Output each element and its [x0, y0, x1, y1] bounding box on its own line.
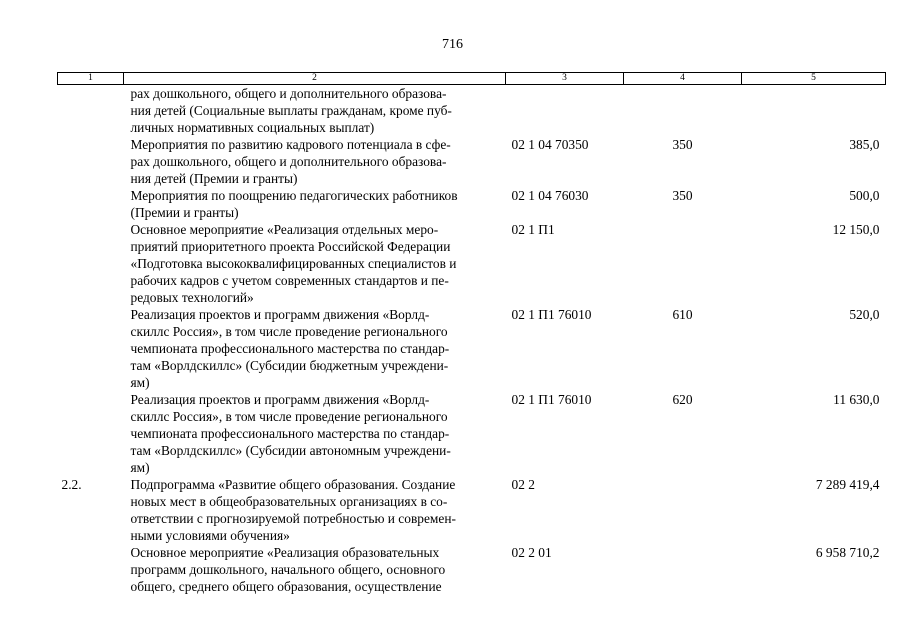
row-expense-type: 350 [672, 188, 693, 203]
row-amount: 12 150,0 [832, 222, 880, 237]
header-row [58, 73, 886, 85]
column-header-4: 4 [624, 73, 742, 85]
row-target-code [506, 85, 624, 137]
row-target-code: 02 2 01 [511, 545, 552, 560]
row-number [58, 221, 124, 306]
row-expense-type: 350 [672, 137, 693, 152]
row-number [58, 136, 124, 187]
row-expense-type [624, 544, 742, 595]
column-header-1: 1 [58, 73, 124, 85]
row-number: 2.2. [61, 477, 82, 492]
row-expense-type [624, 85, 742, 137]
column-header-5: 5 [742, 73, 886, 85]
table-body [58, 85, 886, 596]
table-row [58, 221, 886, 306]
column-header-3: 3 [506, 73, 624, 85]
row-amount: 11 630,0 [833, 392, 880, 407]
column-header-2: 2 [124, 73, 506, 85]
table-header [58, 73, 886, 85]
budget-table [57, 72, 886, 595]
row-description: Мероприятия по поощрению педагогических работников (Премии и гранты) [130, 188, 458, 220]
row-amount: 500,0 [849, 188, 880, 203]
row-target-code: 02 1 04 70350 [511, 137, 589, 152]
row-expense-type: 620 [672, 392, 693, 407]
row-description: Основное мероприятие «Реализация образовательных программ дошкольного, начального общего, основного общего, среднего общего образования, осуществление [130, 545, 446, 594]
row-description: Основное мероприятие «Реализация отдельных меро- приятий приоритетного проекта Российской Федерации «Подготовка высококвалифицированных специалистов и рабочих кадров с учетом современных стандартов и пе- редовых технологий» [130, 222, 457, 305]
table-row [58, 187, 886, 221]
row-expense-type: 610 [672, 307, 693, 322]
row-expense-type [624, 221, 742, 306]
row-number [58, 85, 124, 137]
table-row [58, 85, 886, 137]
row-expense-type [624, 476, 742, 544]
row-target-code: 02 2 [511, 477, 535, 492]
row-amount: 6 958 710,2 [815, 545, 880, 560]
row-number [58, 391, 124, 476]
row-amount: 7 289 419,4 [815, 477, 880, 492]
row-target-code: 02 1 П1 [511, 222, 555, 237]
row-amount: 520,0 [849, 307, 880, 322]
row-description: Реализация проектов и программ движения «Ворлд- скиллс Россия», в том числе проведение регионального чемпионата профессионального мастерства по стандар- там «Ворлдскиллс» (Субсидии автономным учреждени- ям) [130, 392, 451, 475]
row-amount: 385,0 [849, 137, 880, 152]
page-number: 716 [442, 37, 463, 52]
table-row [58, 391, 886, 476]
row-amount [742, 85, 886, 137]
table-row [58, 476, 886, 544]
row-number [58, 306, 124, 391]
row-number [58, 187, 124, 221]
row-target-code: 02 1 П1 76010 [511, 392, 592, 407]
table-row [58, 306, 886, 391]
table-row [58, 136, 886, 187]
row-target-code: 02 1 04 76030 [511, 188, 589, 203]
table-row [58, 544, 886, 595]
row-description: Подпрограмма «Развитие общего образования. Создание новых мест в общеобразовательных организациях в со- ответствии с прогнозируемой потребностью и современ- ными условиями обучения» [130, 477, 456, 543]
row-target-code: 02 1 П1 76010 [511, 307, 592, 322]
row-description: Реализация проектов и программ движения «Ворлд- скиллс Россия», в том числе проведение регионального чемпионата профессионального мастерства по стандар- там «Ворлдскиллс» (Субсидии бюджетным учреждени- ям) [130, 307, 450, 390]
row-description: рах дошкольного, общего и дополнительного образова- ния детей (Социальные выплаты гражданам, кроме пуб- личных нормативных социальных выплат) [130, 86, 452, 135]
row-number [58, 544, 124, 595]
row-description: Мероприятия по развитию кадрового потенциала в сфе- рах дошкольного, общего и дополнительного образова- ния детей (Премии и гранты) [130, 137, 451, 186]
